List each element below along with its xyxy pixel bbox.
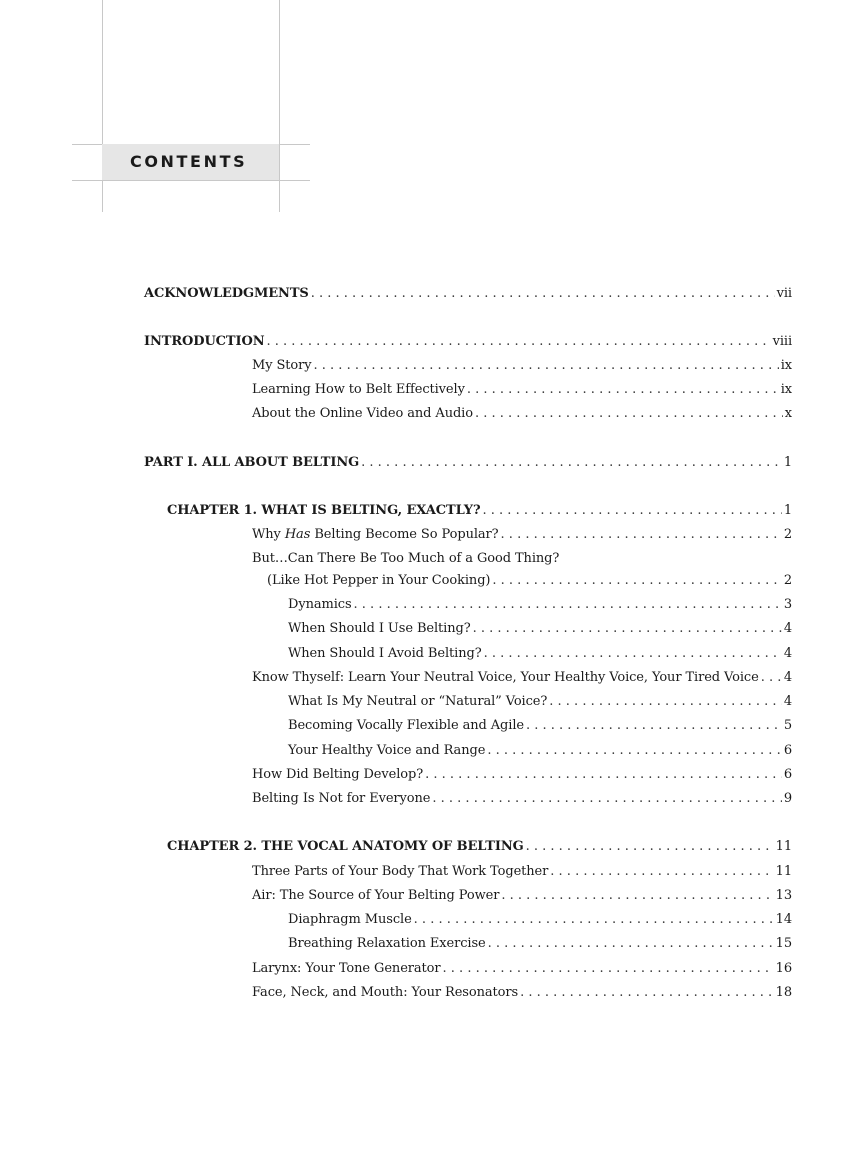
toc-entry-page: 2 (783, 527, 792, 542)
dot-leader (311, 284, 775, 304)
toc-entry-not-for-everyone[interactable] (252, 789, 792, 809)
dot-leader (432, 789, 781, 809)
toc-entry-title: My Story (252, 358, 312, 373)
toc-entry-breathing-exercise[interactable] (288, 934, 792, 954)
toc-entry-title: Face, Neck, and Mouth: Your Resonators (252, 985, 519, 1000)
toc-entry-page: 6 (783, 767, 792, 782)
toc-entry-title: PART I. ALL ABOUT BELTING (144, 455, 360, 470)
title-emphasis: Has (284, 527, 311, 542)
title-part: Belting Become So Popular? (310, 527, 499, 542)
toc-entry-page: 4 (783, 670, 792, 685)
dot-leader (526, 716, 782, 736)
toc-entry-chapter-2[interactable] (167, 837, 792, 857)
toc-entry-title: Your Healthy Voice and Range (288, 743, 486, 758)
toc-entry-know-thyself[interactable] (252, 668, 792, 688)
toc-entry-title: CHAPTER 2. THE VOCAL ANATOMY OF BELTING (167, 839, 524, 854)
toc-entry-page: vii (776, 286, 792, 301)
dot-leader (483, 501, 782, 521)
toc-entry-title: Three Parts of Your Body That Work Together (252, 864, 549, 879)
toc-entry-title (252, 525, 499, 545)
dot-leader (484, 644, 782, 664)
dot-leader (475, 404, 783, 424)
toc-entry-title: Larynx: Your Tone Generator (252, 961, 441, 976)
toc-entry-page: 5 (783, 718, 792, 733)
dot-leader (425, 765, 782, 785)
toc-entry-title: Dynamics (288, 597, 352, 612)
toc-entry-air-source[interactable] (252, 886, 792, 906)
toc-entry-page: 1 (783, 455, 792, 470)
toc-entry-page: 18 (775, 985, 792, 1000)
toc-entry-title: Learning How to Belt Effectively (252, 382, 465, 397)
toc-entry-belting-develop[interactable] (252, 765, 792, 785)
toc-entry-page: 13 (775, 888, 792, 903)
dot-leader (473, 619, 782, 639)
toc-entry-resonators[interactable] (252, 983, 792, 1003)
dot-leader (414, 910, 774, 930)
toc-entry-page: 9 (783, 791, 792, 806)
toc-entry-title: How Did Belting Develop? (252, 767, 424, 782)
toc-entry-title: Becoming Vocally Flexible and Agile (288, 718, 524, 733)
toc-entry-three-parts[interactable] (252, 862, 792, 882)
toc-entry-title: When Should I Avoid Belting? (288, 646, 482, 661)
dot-leader (443, 959, 774, 979)
frame-line-bottom (72, 180, 310, 181)
dot-leader (467, 380, 779, 400)
dot-leader (492, 571, 781, 591)
toc-entry-dynamics[interactable] (288, 595, 792, 615)
toc-entry-page: 11 (775, 839, 792, 854)
toc-entry-page: 1 (783, 503, 792, 518)
toc-entry-page: 4 (783, 621, 792, 636)
toc-entry-larynx[interactable] (252, 959, 792, 979)
dot-leader (267, 332, 771, 352)
toc-entry-acknowledgments[interactable] (144, 284, 792, 304)
toc-entry-why-has-belting[interactable] (252, 525, 792, 545)
toc-entry-my-story[interactable] (252, 356, 792, 376)
title-part: Why (252, 527, 285, 542)
dot-leader (487, 741, 782, 761)
toc-entry-online-video-audio[interactable] (252, 404, 792, 424)
dot-leader (550, 862, 773, 882)
toc-entry-healthy-voice-range[interactable] (288, 741, 792, 761)
dot-leader (354, 595, 782, 615)
toc-entry-too-much-line-1[interactable]: But…Can There Be Too Much of a Good Thing? (252, 551, 560, 566)
dot-leader (488, 934, 774, 954)
toc-entry-too-much-line-2[interactable] (267, 571, 792, 591)
toc-entry-introduction[interactable] (144, 332, 792, 352)
toc-entry-page: viii (772, 334, 792, 349)
dot-leader (501, 886, 773, 906)
contents-heading: CONTENTS (130, 152, 248, 171)
toc-entry-when-use-belting[interactable] (288, 619, 792, 639)
toc-entry-page: ix (780, 382, 792, 397)
toc-entry-title: Breathing Relaxation Exercise (288, 936, 486, 951)
toc-entry-title: Belting Is Not for Everyone (252, 791, 431, 806)
dot-leader (520, 983, 774, 1003)
toc-entry-title: (Like Hot Pepper in Your Cooking) (267, 573, 491, 588)
toc-entry-page: 11 (775, 864, 792, 879)
toc-entry-title: ACKNOWLEDGMENTS (144, 286, 309, 301)
toc-entry-flexible-agile[interactable] (288, 716, 792, 736)
dot-leader (501, 525, 782, 545)
dot-leader (526, 837, 774, 857)
toc-entry-title: Air: The Source of Your Belting Power (252, 888, 500, 903)
toc-entry-title: Know Thyself: Learn Your Neutral Voice, Your Healthy Voice, Your Tired Voice (252, 670, 759, 685)
toc-entry-page: 6 (783, 743, 792, 758)
toc-entry-page: 4 (783, 694, 792, 709)
dot-leader (361, 453, 782, 473)
toc-entry-title: CHAPTER 1. WHAT IS BELTING, EXACTLY? (167, 503, 481, 518)
toc-entry-when-avoid-belting[interactable] (288, 644, 792, 664)
dot-leader (761, 668, 782, 688)
toc-entry-title: When Should I Use Belting? (288, 621, 471, 636)
toc-entry-page: 4 (783, 646, 792, 661)
toc-entry-neutral-voice[interactable] (288, 692, 792, 712)
toc-entry-page: 2 (783, 573, 792, 588)
toc-entry-page: ix (780, 358, 792, 373)
toc-entry-part-1[interactable] (144, 453, 792, 473)
toc-entry-page: 14 (775, 912, 792, 927)
toc-entry-page: 15 (775, 936, 792, 951)
toc-entry-title: What Is My Neutral or “Natural” Voice? (288, 694, 548, 709)
toc-entry-chapter-1[interactable] (167, 501, 792, 521)
toc-entry-page: 16 (775, 961, 792, 976)
toc-entry-title: INTRODUCTION (144, 334, 265, 349)
toc-entry-title: Diaphragm Muscle (288, 912, 412, 927)
toc-entry-diaphragm[interactable] (288, 910, 792, 930)
dot-leader (314, 356, 779, 376)
toc-entry-title: About the Online Video and Audio (252, 406, 473, 421)
toc-entry-learning-how-to-belt[interactable] (252, 380, 792, 400)
toc-entry-page: x (784, 406, 792, 421)
toc-entry-page: 3 (783, 597, 792, 612)
dot-leader (549, 692, 782, 712)
